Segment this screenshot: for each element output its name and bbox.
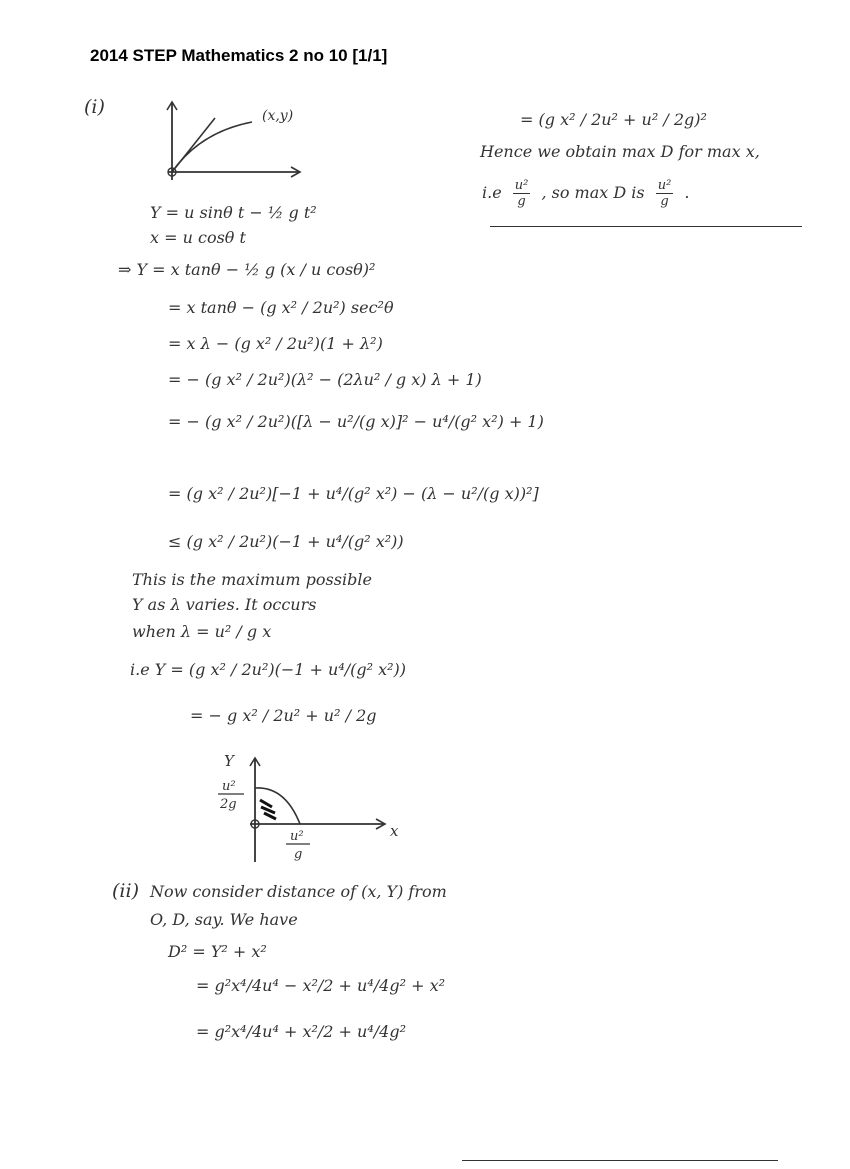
part-ii-text-2: O, D, say. We have xyxy=(150,910,298,929)
part-ii-eq-1: D² = Y² + x² xyxy=(168,942,267,961)
step-2: = x tanθ − (g x² / 2u²) sec²θ xyxy=(168,298,394,317)
fig1-point-label: (x,y) xyxy=(262,108,294,124)
part-i-label: (i) xyxy=(84,96,105,118)
text-max-1: This is the maximum possible xyxy=(132,570,372,589)
trajectory-figure xyxy=(160,100,300,190)
step-8: i.e Y = (g x² / 2u²)(−1 + u⁴/(g² x²)) xyxy=(130,660,407,679)
step-5: = − (g x² / 2u²)([λ − u²/(g x)]² − u⁴/(g² x²) + 1) xyxy=(168,412,544,431)
fig1-trajectory xyxy=(172,122,252,172)
right-frac-2 xyxy=(656,178,674,209)
step-3: = x λ − (g x² / 2u²)(1 + λ²) xyxy=(168,334,383,353)
step-7: ≤ (g x² / 2u²)(−1 + u⁴/(g² x²)) xyxy=(168,532,404,551)
fig2-xmax-den: g xyxy=(294,847,303,862)
step-4: = − (g x² / 2u²)(λ² − (2λu² / g x) λ + 1) xyxy=(168,370,482,389)
step-9: = − g x² / 2u² + u² / 2g xyxy=(190,706,377,725)
step-1: ⇒ Y = x tanθ − ½ g (x / u cosθ)² xyxy=(118,260,376,279)
right-frac-2-den: g xyxy=(660,194,669,209)
right-frac-1-num: u² xyxy=(514,178,529,193)
fig2-ymax-num: u² xyxy=(222,779,236,794)
part-ii-eq-2: = g²x⁴/4u⁴ − x²/2 + u⁴/4g² + x² xyxy=(196,976,445,995)
divider-top xyxy=(490,226,802,227)
right-eq: = (g x² / 2u² + u² / 2g)² xyxy=(520,110,707,129)
fig2-x-label: x xyxy=(390,822,399,840)
divider-bottom xyxy=(462,1160,778,1161)
right-text-2-end: . xyxy=(684,183,690,202)
right-frac-2-num: u² xyxy=(657,178,672,193)
right-text-1: Hence we obtain max D for max x, xyxy=(480,142,760,161)
page-title: 2014 STEP Mathematics 2 no 10 [1/1] xyxy=(90,46,388,65)
fig2-ymax-den: 2g xyxy=(220,797,237,812)
right-text-2-mid: , so max D is xyxy=(541,183,645,202)
fig2-y-label: Y xyxy=(224,752,234,770)
text-max-2: Y as λ varies. It occurs xyxy=(132,595,317,614)
right-text-2 xyxy=(482,178,690,209)
fig2-shading-2 xyxy=(261,807,275,813)
step-6: = (g x² / 2u²)[−1 + u⁴/(g² x²) − (λ − u²/(g x))²] xyxy=(168,484,539,503)
region-figure xyxy=(210,750,410,870)
text-max-3: when λ = u² / g x xyxy=(132,622,272,641)
right-frac-1-den: g xyxy=(517,194,526,209)
part-ii-eq-3: = g²x⁴/4u⁴ + x²/2 + u⁴/4g² xyxy=(196,1022,406,1041)
part-ii-label: (ii) xyxy=(112,880,139,902)
right-text-2-prefix: i.e xyxy=(482,183,502,202)
right-frac-1 xyxy=(513,178,531,209)
eq-y: Y = u sinθ t − ½ g t² xyxy=(150,203,317,222)
part-ii-text-1: Now consider distance of (x, Y) from xyxy=(150,882,447,901)
eq-x: x = u cosθ t xyxy=(150,228,246,247)
fig2-xmax-num: u² xyxy=(290,829,304,844)
